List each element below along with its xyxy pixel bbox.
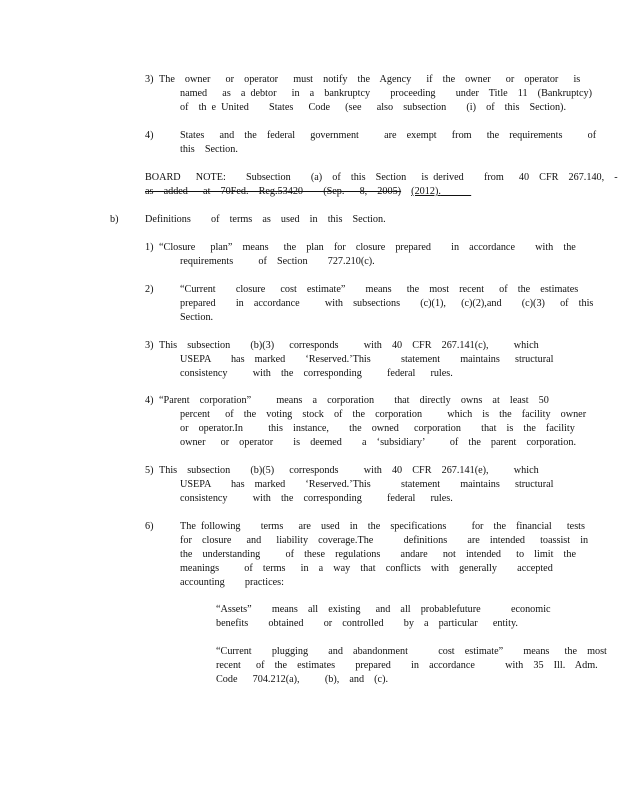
board-note-deleted-text: as added at 70Fed. Reg.53420 (Sep. 8, 2005) xyxy=(145,186,402,197)
def-3-marker: 3) xyxy=(145,340,154,351)
item-3-marker: 3) xyxy=(145,74,154,85)
def-5-marker: 5) xyxy=(145,465,154,476)
item-3-line-1: The owner or operator must notify the Agency if the owner or operator is xyxy=(159,74,581,85)
def-5-line-1: This subsection (b)(5) corresponds with 40 CFR 267.141(e), which xyxy=(159,465,539,476)
def-2-line-3: Section. xyxy=(180,312,214,323)
item-3-line-3: of th e United States Code (see also subsection (i) of this Section). xyxy=(180,102,566,113)
assets-line-1: “Assets” means all existing and all probablefuture economic xyxy=(216,604,551,615)
section-b-heading: Definitions of terms as used in this Section. xyxy=(145,214,386,225)
def-6-line-3: the understanding of these regulations andare not intended to limit the xyxy=(180,549,576,560)
section-b-marker: b) xyxy=(110,214,119,225)
def-2-line-1: “Current closure cost estimate” means the most recent of the estimates xyxy=(180,284,579,295)
def-6-marker: 6) xyxy=(145,521,154,532)
def-2-marker: 2) xyxy=(145,284,154,295)
board-note-line-2 xyxy=(145,185,471,198)
plugging-line-2: recent of the estimates prepared in accordance with 35 Ill. Adm. xyxy=(216,660,598,671)
plugging-line-3: Code 704.212(a), (b), and (c). xyxy=(216,674,389,685)
def-4-line-2: percent of the voting stock of the corporation which is the facility owner xyxy=(180,409,587,420)
def-4-marker: 4) xyxy=(145,395,154,406)
item-3-line-2: named as a debtor in a bankruptcy proceeding under Title 11 (Bankruptcy) xyxy=(180,88,592,99)
def-1-line-1: “Closure plan” means the plan for closure prepared in accordance with the xyxy=(159,242,576,253)
def-1-marker: 1) xyxy=(145,242,154,253)
plugging-line-1: “Current plugging and abandonment cost estimate” means the most xyxy=(216,646,607,657)
def-1-line-2: requirements of Section 727.210(c). xyxy=(180,256,375,267)
def-3-line-2: USEPA has marked ‘Reserved.’This statement maintains structural xyxy=(180,354,554,365)
def-4-line-1: “Parent corporation” means a corporation that directly owns at least 50 xyxy=(159,395,549,406)
assets-line-2: benefits obtained or controlled by a particular entity. xyxy=(216,618,518,629)
def-4-line-3: or operator.In this instance, the owned corporation that is the facility xyxy=(180,423,575,434)
def-3-line-3: consistency with the corresponding federal rules. xyxy=(180,368,453,379)
def-6-line-5: accounting practices: xyxy=(180,577,284,588)
def-2-line-2: prepared in accordance with subsections (c)(1), (c)(2),and (c)(3) of this xyxy=(180,298,594,309)
board-note-line-1: BOARD NOTE: Subsection (a) of this Section is derived from 40 CFR 267.140, - xyxy=(145,172,618,183)
def-6-line-2: for closure and liability coverage.The definitions are intended toassist in xyxy=(180,535,589,546)
def-6-line-4: meanings of terms in a way that conflicts with generally accepted xyxy=(180,563,553,574)
def-4-line-4: owner or operator is deemed a ‘subsidiary’ of the parent corporation. xyxy=(180,437,576,448)
def-5-line-3: consistency with the corresponding federal rules. xyxy=(180,493,453,504)
item-4-marker: 4) xyxy=(145,130,154,141)
board-note-added-text: (2012). xyxy=(411,186,441,197)
item-4-line-1: States and the federal government are exempt from the requirements of xyxy=(180,130,597,141)
def-6-line-1: The following terms are used in the specifications for the financial tests xyxy=(180,521,585,532)
item-4-line-2: this Section. xyxy=(180,144,238,155)
def-3-line-1: This subsection (b)(3) corresponds with 40 CFR 267.141(c), which xyxy=(159,340,539,351)
def-5-line-2: USEPA has marked ‘Reserved.’This statement maintains structural xyxy=(180,479,554,490)
